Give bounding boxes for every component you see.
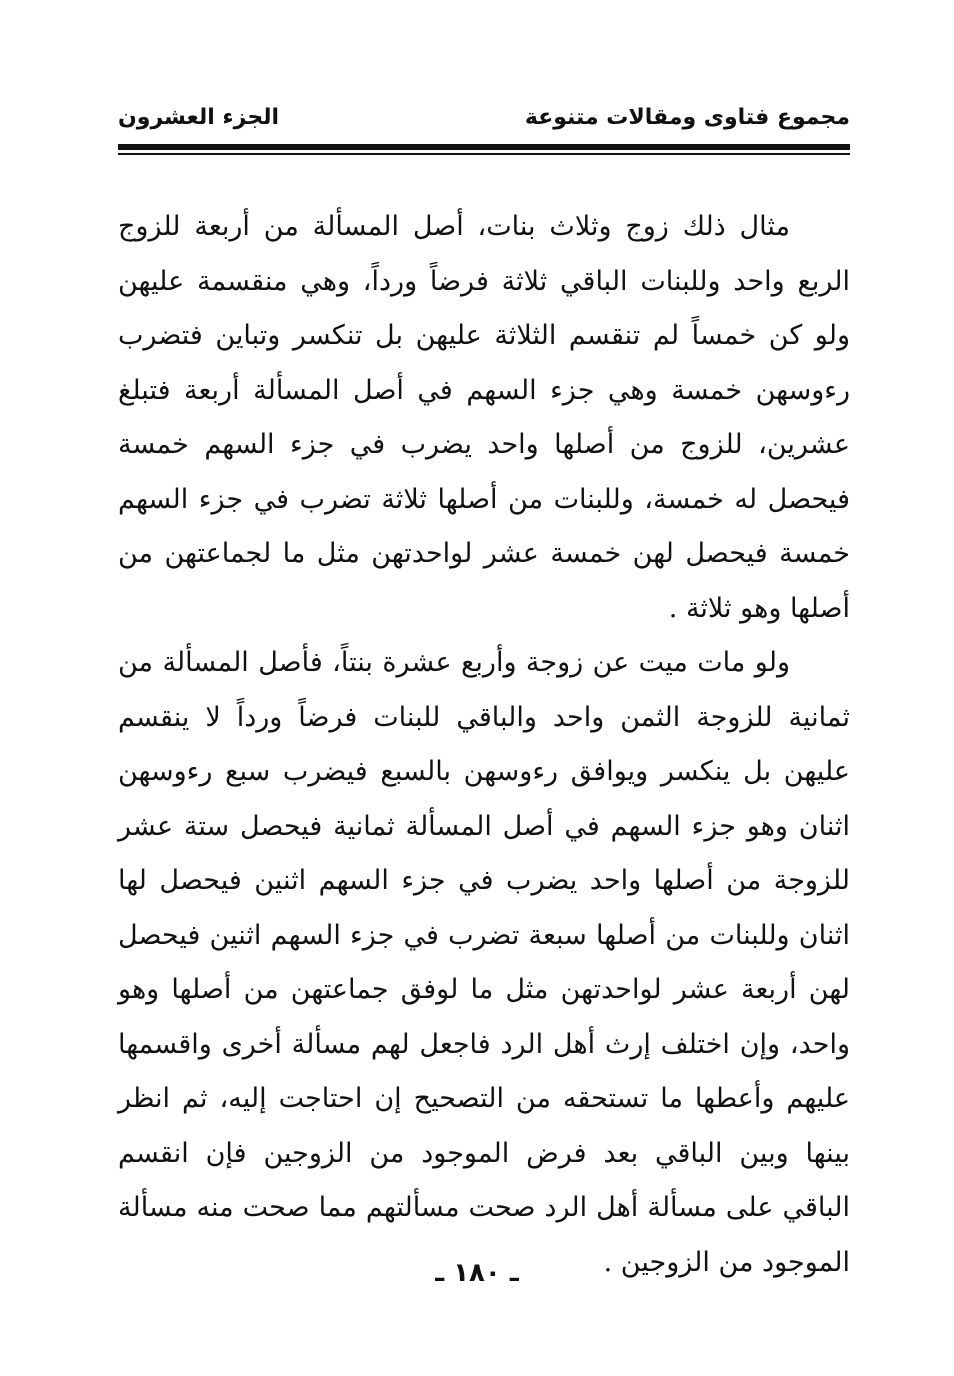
header-rule-thin: [118, 153, 850, 155]
paragraph-2: ولو مات ميت عن زوجة وأربع عشرة بنتاً، فأصل المسألة من ثمانية للزوجة الثمن واحد والباقي للبنات فرضاً ورداً لا ينقسم عليهن بل ينكسر ويوافق رءوسهن بالسبع فيضرب سبع رءوسهن اثنان وهو جزء السهم في أصل المسألة ثمانية فيحصل ستة عشر للزوجة من أصلها واحد يضرب في جزء السهم اثنين فيحصل لها اثنان وللبنات من أصلها سبعة تضرب في جزء السهم اثنين فيحصل لهن أربعة عشر لواحدتهن مثل ما لوفق جماعتهن من أصلها وهو واحد، وإن اختلف إرث أهل الرد فاجعل لهم مسألة أخرى واقسمها عليهم وأعطها ما تستحقه من التصحيح إن احتاجت إليه، ثم انظر بينها وبين الباقي بعد فرض الموجود من الزوجين فإن انقسم الباقي على مسألة أهل الرد صحت مسألتهم مما صحت منه مسألة الموجود من الزوجين .: [118, 647, 850, 1278]
header-rule-thick: [118, 144, 850, 150]
body-text: [118, 200, 850, 1290]
running-header: [118, 92, 850, 142]
book-title: مجموع فتاوى ومقالات متنوعة: [524, 104, 850, 130]
page-number: ـ ١٨٠ ـ: [435, 1258, 519, 1288]
paragraph-1: مثال ذلك زوج وثلاث بنات، أصل المسألة من أربعة للزوج الربع واحد وللبنات الباقي ثلاثة فرضاً ورداً، وهي منقسمة عليهن ولو كن خمساً لم تنقسم الثلاثة عليهن بل تنكسر وتباين فتضرب رءوسهن خمسة وهي جزء السهم في أصل المسألة أربعة فتبلغ عشرين، للزوج من أصلها واحد يضرب في جزء السهم خمسة فيحصل له خمسة، وللبنات من أصلها ثلاثة تضرب في جزء السهم خمسة فيحصل لهن خمسة عشر لواحدتهن مثل ما لجماعتهن من أصلها وهو ثلاثة .: [118, 211, 850, 624]
volume-label: الجزء العشرون: [118, 104, 279, 130]
